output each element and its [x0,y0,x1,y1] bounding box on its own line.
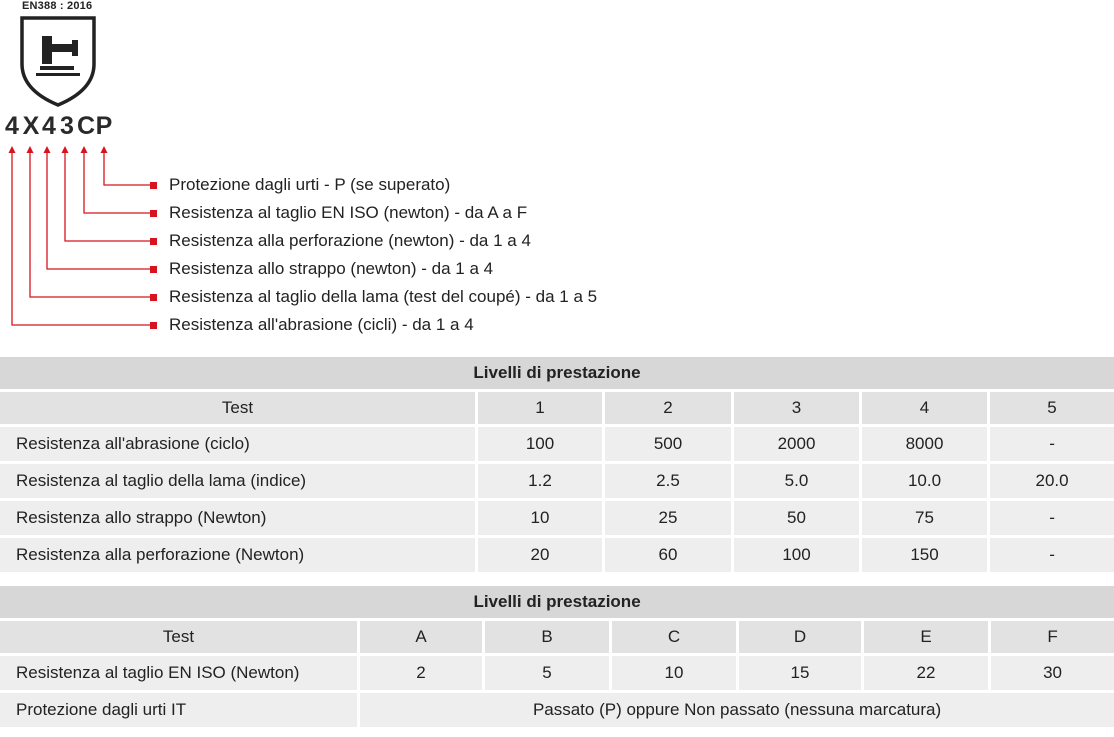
legend-abrasion: Resistenza all'abrasione (cicli) - da 1 a 4 [169,315,474,334]
table-row [0,656,1114,693]
legend-bullet [150,294,157,301]
table-cell: 10 [478,501,605,538]
table-caption-row [0,357,1114,392]
column-header: B [485,621,612,656]
column-header: D [739,621,864,656]
legend-bullet [150,238,157,245]
legend-iso-cut: Resistenza al taglio EN ISO (newton) - da A a F [169,203,528,222]
legend-bullet [150,266,157,273]
row-label: Resistenza al taglio EN ISO (Newton) [0,656,360,693]
table-cell: 100 [478,427,605,464]
code-tear: 4 [42,112,56,140]
table-cell: 2.5 [605,464,734,501]
table-row [0,427,1114,464]
table-cell: 8000 [862,427,990,464]
table-caption: Livelli di prestazione [0,586,1114,621]
table-row [0,464,1114,501]
code-iso-cut: C [76,112,96,140]
code-blade-cut: X [22,112,40,140]
row-label: Protezione dagli urti IT [0,693,360,730]
row-label: Resistenza all'abrasione (ciclo) [0,427,478,464]
table-cell: 2000 [734,427,862,464]
row-label: Resistenza alla perforazione (Newton) [0,538,478,575]
row-label: Resistenza al taglio della lama (indice) [0,464,478,501]
table-caption-row [0,586,1114,621]
table-header-row [0,621,1114,656]
legend-puncture: Resistenza alla perforazione (newton) - da 1 a 4 [169,231,531,250]
column-header: 3 [734,392,862,427]
table-cell: 60 [605,538,734,575]
table-row [0,538,1114,575]
column-header: E [864,621,991,656]
table-cell: 30 [991,656,1114,693]
table-cell: 20.0 [990,464,1114,501]
table-caption: Livelli di prestazione [0,357,1114,392]
standard-label: EN388 : 2016 [22,0,93,12]
legend-tear: Resistenza allo strappo (newton) - da 1 a 4 [169,259,494,278]
code-puncture: 3 [60,112,74,140]
table-cell: 50 [734,501,862,538]
table-cell: 5 [485,656,612,693]
table-cell: 10 [612,656,739,693]
performance-table-levels [0,357,1114,575]
table-cell: 150 [862,538,990,575]
row-label: Resistenza allo strappo (Newton) [0,501,478,538]
impact-result-cell: Passato (P) oppure Non passato (nessuna marcatura) [360,693,1114,730]
table-cell: 22 [864,656,991,693]
table-cell: 1.2 [478,464,605,501]
table-cell: 15 [739,656,864,693]
legend-bullet [150,322,157,329]
column-header: F [991,621,1114,656]
column-header: 2 [605,392,734,427]
table-header-row [0,392,1114,427]
legend-blade-cut: Resistenza al taglio della lama (test del coupé) - da 1 a 5 [169,287,598,306]
column-header: Test [0,392,478,427]
column-header: 5 [990,392,1114,427]
column-header: Test [0,621,360,656]
table-cell: 100 [734,538,862,575]
table-row [0,693,1114,730]
table-cell: 75 [862,501,990,538]
legend-bullet [150,210,157,217]
legend-impact: Protezione dagli urti - P (se superato) [169,175,451,194]
code-abrasion: 4 [5,112,19,140]
table-cell: 2 [360,656,485,693]
table-cell: 500 [605,427,734,464]
table-row [0,501,1114,538]
table-cell: 5.0 [734,464,862,501]
shield-hammer-icon [18,14,98,108]
table-cell: - [990,427,1114,464]
code-impact: P [95,112,113,140]
column-header: A [360,621,485,656]
column-header: C [612,621,739,656]
performance-table-iso-cut [0,586,1114,730]
table-cell: 20 [478,538,605,575]
table-cell: 25 [605,501,734,538]
table-cell: 10.0 [862,464,990,501]
column-header: 4 [862,392,990,427]
column-header: 1 [478,392,605,427]
legend-bullet [150,182,157,189]
table-cell: - [990,538,1114,575]
table-cell: - [990,501,1114,538]
